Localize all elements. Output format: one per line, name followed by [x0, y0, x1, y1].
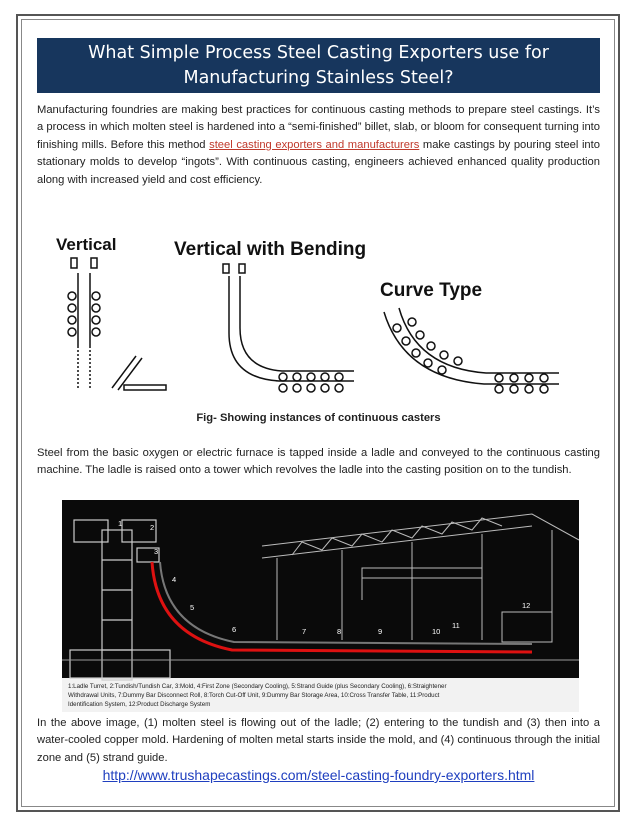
num-3: 3: [154, 547, 159, 556]
num-1: 1: [118, 519, 123, 528]
legend-line-3: Identification System, 12:Product Discharge System: [68, 701, 211, 708]
intro-text-after: make castings by pouring steel into stationary molds to develop “ingots”. With continuous casting, engineers achieved enhanced quality production along with increased yield and cost efficiency.: [37, 138, 600, 186]
exporters-link[interactable]: steel casting exporters and manufacturers: [209, 138, 420, 151]
num-7: 7: [302, 627, 307, 636]
label-curve-type: Curve Type: [380, 280, 483, 301]
num-12: 12: [522, 601, 531, 610]
footer-link[interactable]: http://www.trushapecastings.com/steel-casting-foundry-exporters.html: [102, 767, 535, 783]
explanation-paragraph: In the above image, (1) molten steel is flowing out of the ladle; (2) entering to the tundish and (3) then into a water-cooled copper mold. Hardening of molten metal starts inside the mold, and (4) continuous through the initial zone and (5) strand guide.: [37, 717, 600, 764]
num-11: 11: [452, 621, 460, 630]
intro-text-before: Manufacturing foundries are making best practices for continuous casting methods to prepare steel castings. It’s a process in which molten steel is hardened into a “semi-finished” billet, slab, or bloom for consequent turning into finishing mills. Before this method: [37, 104, 600, 151]
label-vertical: Vertical: [56, 235, 117, 254]
legend-line-2: Withdrawal Units, 7:Dummy Bar Disconnect Roll, 8:Torch Cut-Off Unit, 9:Dummy Bar Storage Area, 10:Cross Transfer Table, 11:Product: [68, 692, 440, 699]
num-5: 5: [190, 603, 195, 612]
num-8: 8: [337, 627, 342, 636]
legend-line-1: 1:Ladle Turret, 2:Tundish/Tundish Car, 3:Mold, 4:First Zone (Secondary Cooling), 5:Strand Guide (plus Secondary Cooling), 6:Straightener: [68, 683, 447, 690]
num-6: 6: [232, 625, 237, 634]
curve-caster-drawing: [384, 308, 559, 393]
casting-machine-diagram: [62, 500, 579, 712]
process-paragraph: Steel from the basic oxygen or electric furnace is tapped inside a ladle and conveyed to the continuous casting machine. The ladle is raised onto a tower which revolves the ladle into the casting position on to the tundish.: [37, 447, 600, 477]
num-4: 4: [172, 575, 177, 584]
intro-paragraph: [37, 102, 600, 189]
page-title: What Simple Process Steel Casting Exporters use for Manufacturing Stainless Steel?: [37, 38, 600, 93]
num-2: 2: [150, 523, 155, 532]
num-9: 9: [378, 627, 383, 636]
bending-caster-drawing: [223, 264, 354, 392]
vertical-caster-drawing: [68, 258, 166, 390]
continuous-casters-figure: [54, 228, 584, 400]
figure-caption: Fig- Showing instances of continuous casters: [196, 412, 441, 424]
num-10: 10: [432, 627, 441, 636]
label-vertical-bending: Vertical with Bending: [174, 239, 367, 260]
